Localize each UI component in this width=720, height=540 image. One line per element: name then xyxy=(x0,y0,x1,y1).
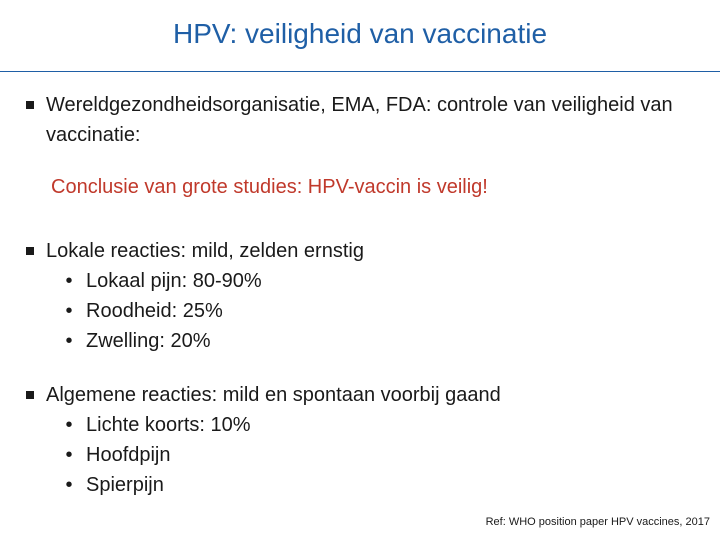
sub-bullet-text: Lichte koorts: 10% xyxy=(86,414,251,436)
sub-bullet-item xyxy=(0,266,720,296)
sub-bullet-text: Roodheid: 25% xyxy=(86,300,223,322)
square-bullet-icon xyxy=(26,247,34,255)
square-bullet-icon xyxy=(26,101,34,109)
title-divider xyxy=(0,71,720,72)
sub-bullet-text: Zwelling: 20% xyxy=(86,330,211,352)
round-bullet-icon: • xyxy=(65,474,73,496)
bullet-text: Lokale reacties: mild, zelden ernstig xyxy=(46,240,364,262)
sub-bullet-item xyxy=(0,470,720,500)
round-bullet-icon: • xyxy=(65,330,73,352)
page-title: HPV: veiligheid van vaccinatie xyxy=(172,18,548,49)
bullet-text: Algemene reacties: mild en spontaan voorbij gaand xyxy=(46,384,501,406)
bullet-item xyxy=(0,90,720,150)
round-bullet-icon: • xyxy=(65,414,73,436)
round-bullet-icon: • xyxy=(65,300,73,322)
round-bullet-icon: • xyxy=(65,270,73,292)
conclusion-text: Conclusie van grote studies: HPV-vaccin is veilig! xyxy=(51,176,488,198)
sub-bullet-item xyxy=(0,296,720,326)
bullet-item xyxy=(0,380,720,410)
bullet-group-general-reactions xyxy=(0,380,720,500)
bullet-item xyxy=(0,236,720,266)
sub-bullet-text: Lokaal pijn: 80-90% xyxy=(86,270,262,292)
square-bullet-icon xyxy=(26,391,34,399)
sub-bullet-item xyxy=(0,326,720,356)
sub-bullet-item xyxy=(0,440,720,470)
reference-footnote: Ref: WHO position paper HPV vaccines, 2017 xyxy=(485,516,710,528)
bullet-text: Wereldgezondheidsorganisatie, EMA, FDA: controle van veiligheid van vaccinatie: xyxy=(46,94,673,146)
sub-bullet-text: Hoofdpijn xyxy=(86,444,171,466)
bullet-group-safety-monitoring xyxy=(0,90,720,202)
sub-bullet-item xyxy=(0,410,720,440)
round-bullet-icon: • xyxy=(65,444,73,466)
sub-bullet-text: Spierpijn xyxy=(86,474,164,496)
bullet-group-local-reactions xyxy=(0,236,720,356)
